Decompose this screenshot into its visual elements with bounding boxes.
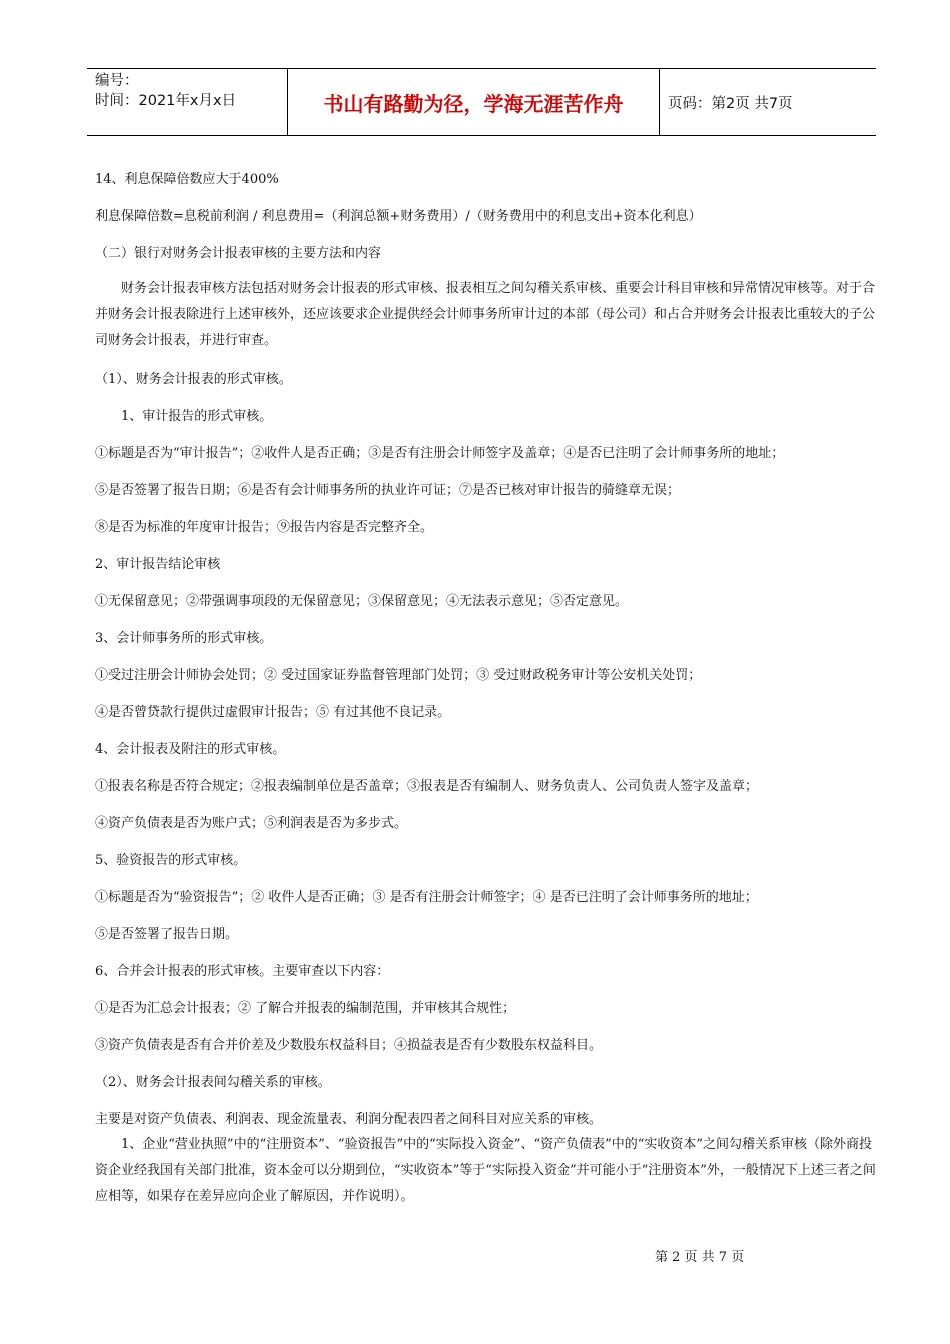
- paragraph: 5、验资报告的形式审核。: [95, 853, 247, 868]
- paragraph: ⑤是否签署了报告日期。: [95, 927, 239, 942]
- page-footer: 第 2 页 共 7 页: [655, 1250, 745, 1265]
- header-page-info: 页码：第2页 共7页: [668, 95, 793, 112]
- paragraph: ①是否为汇总会计报表；② 了解合并报表的编制范围，并审核其合规性；: [95, 1001, 516, 1016]
- paragraph: ③资产负债表是否有合并价差及少数股东权益科目；④损益表是否有少数股东权益科目。: [95, 1038, 603, 1053]
- paragraph: （2）、财务会计报表间勾稽关系的审核。: [95, 1075, 331, 1090]
- paragraph: ④是否曾贷款行提供过虚假审计报告；⑤ 有过其他不良记录。: [95, 705, 451, 720]
- paragraph: ①标题是否为“验资报告”；② 收件人是否正确；③ 是否有注册会计师签字；④ 是否已注明了会计师事务所的地址；: [95, 890, 758, 905]
- paragraph: ①报表名称是否符合规定；②报表编制单位是否盖章；③报表是否有编制人、财务负责人、公司负责人签字及盖章；: [95, 779, 759, 794]
- paragraph: ①无保留意见；②带强调事项段的无保留意见；③保留意见；④无法表示意见；⑤否定意见。: [95, 594, 629, 609]
- paragraph: （二）银行对财务会计报表审核的主要方法和内容: [95, 246, 382, 261]
- document-number-label: 编号：: [95, 73, 139, 89]
- paragraph: 1、审计报告的形式审核。: [121, 409, 273, 424]
- paragraph: 主要是对资产负债表、利润表、现金流量表、利润分配表四者之间科目对应关系的审核。: [95, 1112, 603, 1127]
- paragraph: 4、会计报表及附注的形式审核。: [95, 742, 286, 757]
- paragraph: （1）、财务会计报表的形式审核。: [95, 372, 292, 387]
- paragraph: 14、利息保障倍数应大于400%: [95, 172, 279, 187]
- paragraph: ⑧是否为标准的年度审计报告；⑨报告内容是否完整齐全。: [95, 520, 434, 535]
- paragraph: 3、会计师事务所的形式审核。: [95, 631, 273, 646]
- paragraph: ①标题是否为“审计报告”；②收件人是否正确；③是否有注册会计师签字及盖章；④是否已注明了会计师事务所的地址；: [95, 446, 785, 461]
- paragraph: 利息保障倍数=息税前利润 / 利息费用=（利润总额+财务费用）/（财务费用中的利息支出+资本化利息）: [95, 209, 702, 224]
- document-time: 时间：2021年x月x日: [95, 93, 237, 109]
- header-meta: [87, 69, 287, 135]
- paragraph: 2、审计报告结论审核: [95, 557, 221, 572]
- paragraph: 1、企业“营业执照”中的“注册资本”、“验资报告”中的“实际投入资金”、“资产负债表”中的“实收资本”之间勾稽关系审核（除外商投资企业经我国有关部门批准，资本金可以分期到位，“实收资本”等于“实际投入资金”并可能小于“注册资本”外，一般情况下上述三者之间应相等，如果存在差异应向企业了解原因，并作说明）。: [95, 1137, 876, 1204]
- paragraph: ⑤是否签署了报告日期；⑥是否有会计师事务所的执业许可证；⑦是否已核对审计报告的骑缝章无误；: [95, 483, 681, 498]
- paragraph: ④资产负债表是否为账户式；⑤利润表是否为多步式。: [95, 816, 408, 831]
- paragraph: ①受过注册会计师协会处罚；② 受过国家证券监督管理部门处罚；③ 受过财政税务审计等公安机关处罚；: [95, 668, 702, 683]
- page-header: [87, 68, 876, 136]
- paragraph: 6、合并会计报表的形式审核。主要审查以下内容：: [95, 964, 390, 979]
- header-motto: 书山有路勤为径，学海无涯苦作舟: [287, 69, 660, 135]
- paragraph: 财务会计报表审核方法包括对财务会计报表的形式审核、报表相互之间勾稽关系审核、重要会计科目审核和异常情况审核等。对于合并财务会计报表除进行上述审核外，还应该要求企业提供经会计师事务所审计过的本部（母公司）和占合并财务会计报表比重较大的子公司财务会计报表，并进行审查。: [95, 281, 876, 348]
